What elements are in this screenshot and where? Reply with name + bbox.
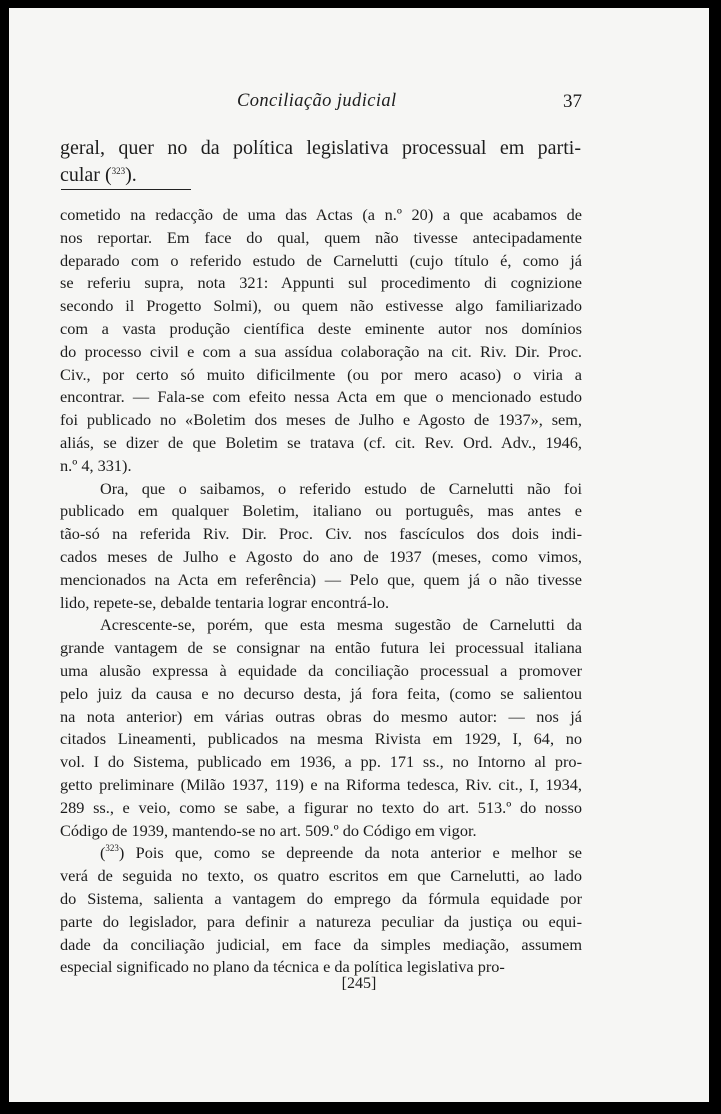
footnote-separator [61,189,191,190]
running-header [9,91,709,117]
footnote-line: grande vantagem de se consignar na então futura lei processual italiana [60,638,582,658]
footnote-line: encontrar. — Fala-se com efeito nessa Acta em que o mencionado estudo [60,387,582,407]
footnotes [60,204,582,979]
main-line: geral, quer no da política legislativa processual em parti- [60,137,581,159]
footnote-line: com a vasta produção científica deste eminente autor nos domínios [60,318,582,338]
footnote-line: vol. I do Sistema, publicado em 1936, a pp. 171 ss., no Intorno al pro- [60,752,582,772]
main-line [60,162,581,189]
footnote-line [60,842,582,865]
footnote-ref: 323 [111,166,126,176]
footnote-line: foi publicado no «Boletim dos meses de Julho e Agosto de 1937», sem, [60,410,582,430]
main-line-end: ). [125,164,137,186]
main-line-text: cular ( [60,164,112,186]
footnote-line: Civ., por certo só muito dificilmente (ou por mero acaso) o viria a [60,364,582,384]
running-title: Conciliação judicial [237,91,397,111]
footnote-line: cometido na redacção de uma das Actas (a n.º 20) a que acabamos de [60,205,582,224]
footnote-line: uma alusão expressa à equidade da conciliação processual a promover [60,660,582,680]
footnote-line: Ora, que o saibamos, o referido estudo de Carnelutti não foi [100,478,582,498]
footnote-number: ($^{323}$) [100,843,136,863]
footnote-line: Código de 1939, mantendo-se no art. 509.º do Código em vigor. [60,820,477,840]
footnote-line: lido, repete-se, debalde tentaria lograr encontrá-lo. [60,592,390,612]
book-page [9,8,709,1102]
footnote-line: Acrescente-se, porém, que esta mesma sugestão de Carnelutti da [100,615,582,635]
footnote-line: do Sistema, salienta a vantagem do emprego da fórmula equidade por [60,888,582,908]
footnote-paragraph [60,204,582,478]
main-text [60,135,581,189]
footnote-line: verá de seguida no texto, os quatro escritos em que Carnelutti, ao lado [60,866,582,886]
footnote-323 [60,842,582,979]
footnote-line: aliás, se dizer de que Boletim se tratava (cf. cit. Rev. Ord. Adv., 1946, [60,432,582,452]
folio-number: [245] [341,975,377,992]
footnote-line: se referiu supra, nota 321: Appunti sul procedimento di cognizione [60,273,582,293]
footnote-line: dade da conciliação judicial, em face da simples mediação, assumem [60,934,582,954]
footnote-line: secondo il Progetto Solmi), ou quem não estivesse algo familiarizado [60,296,582,316]
footnote-line: mencionados na Acta em referência) — Pelo que, quem já o não tivesse [60,569,582,589]
footnote-line: do processo civil e com a sua assídua colaboração na cit. Riv. Dir. Proc. [60,341,582,361]
footnote-line: cados meses de Julho e Agosto do ano de 1937 (meses, como vimos, [60,546,582,566]
footnote-line: 289 ss., e veio, como se sabe, a figurar no texto do art. 513.º do nosso [60,797,582,817]
footnote-line: publicado em qualquer Boletim, italiano ou português, mas antes e [60,501,582,521]
page-number: 37 [563,91,582,112]
footnote-line: citados Lineamenti, publicados na mesma Rivista em 1929, I, 64, no [60,729,582,749]
footnote-paragraph [60,614,582,842]
footnote-line: parte do legislador, para definir a natureza peculiar da justiça ou equi- [60,911,582,931]
footnote-line: deparado com o referido estudo de Carnelutti (cujo título é, como já [60,250,582,270]
footnote-line: getto preliminare (Milão 1937, 119) e na Riforma tedesca, Riv. cit., I, 1934, [60,774,582,794]
footnote-line: tão-só na referida Riv. Dir. Proc. Civ. nos fascículos dos dois indi- [60,524,582,544]
footnote-line: n.º 4, 331). [60,455,132,475]
footnote-line: especial significado no plano da técnica e da política legislativa pro- [60,957,505,977]
footnote-line: na nota anterior) em várias outras obras do mesmo autor: — nos já [60,706,582,726]
footnote-line: pelo juiz da causa e no decurso desta, já fora feita, (como se salientou [60,683,582,703]
footnote-paragraph [60,478,582,615]
footnote-line: nos reportar. Em face do qual, quem não tivesse antecipadamente [60,227,582,247]
footnote-line-text: Pois que, como se depreende da nota anterior e melhor se [135,843,583,863]
